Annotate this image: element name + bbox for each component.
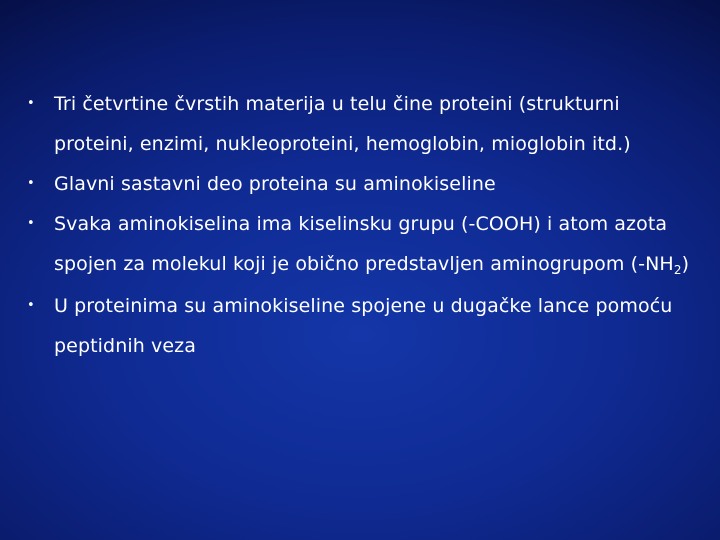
bullet-item [24,286,704,366]
bullet-marker: • [27,176,35,191]
bullet-item [24,164,704,204]
bullet-text: Tri četvrtine čvrstih materija u telu čine proteini (strukturni proteini, enzimi, nukleoproteini, hemoglobin, mioglobin itd.) [54,93,631,155]
bullet-text: Glavni sastavni deo proteina su aminokiseline [54,173,496,195]
bullet-text: Svaka aminokiselina ima kiselinsku grupu (-COOH) i atom azota spojen za molekul koji je obično predstavljen aminogrupom (-NH [54,213,674,275]
bullet-marker: • [27,216,35,231]
bullet-list [24,84,704,372]
bullet-text-end: ) [681,253,690,275]
bullet-text: U proteinima su aminokiseline spojene u dugačke lance pomoću peptidnih veza [54,295,673,357]
bullet-item [24,204,704,284]
subscript: 2 [673,263,682,277]
bullet-item [24,84,704,164]
bullet-marker: • [27,298,35,313]
bullet-marker: • [27,96,35,111]
